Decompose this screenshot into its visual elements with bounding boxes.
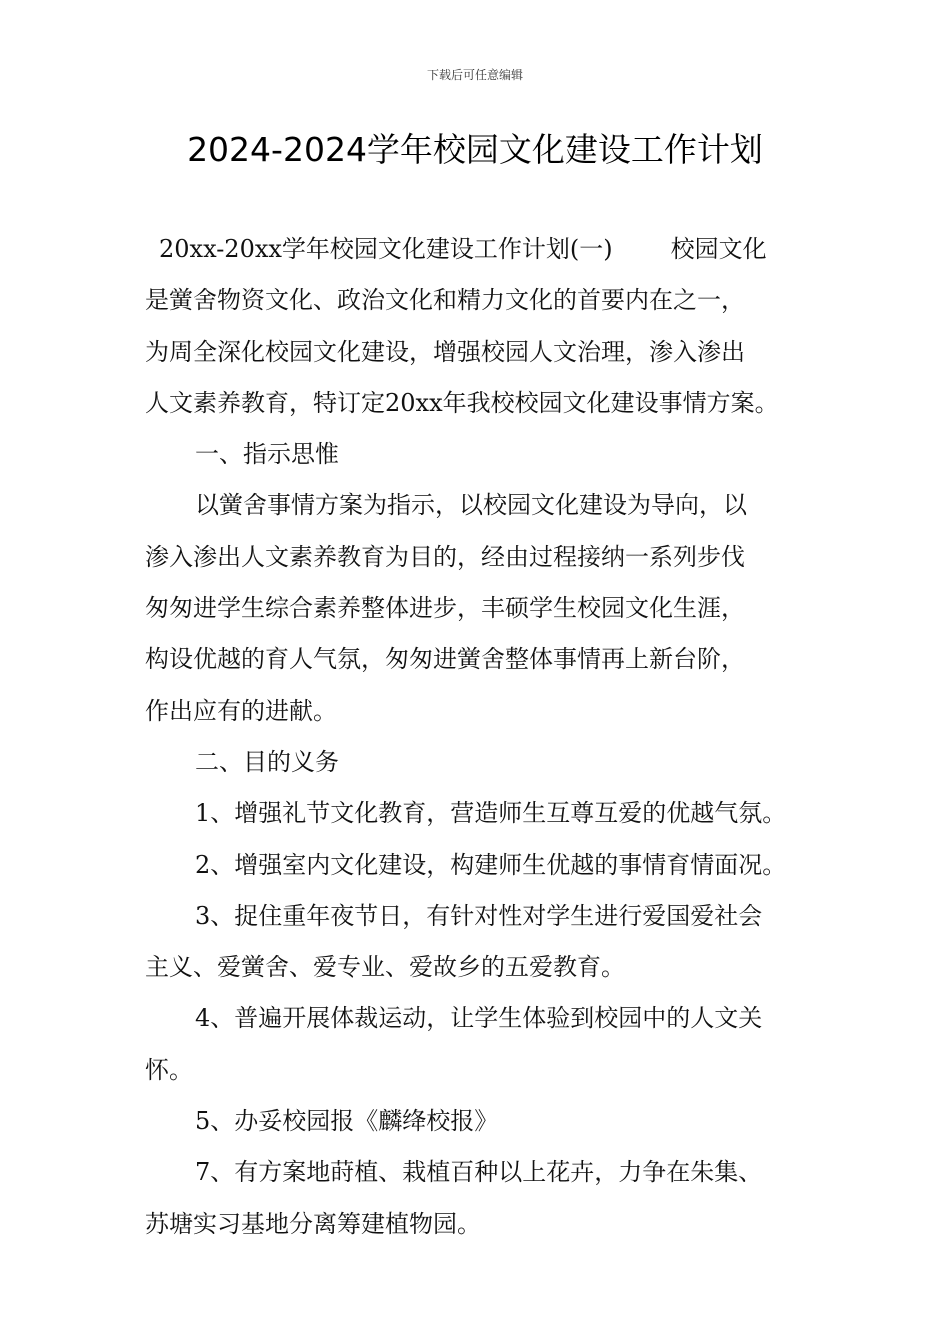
paragraph-line: 匆匆进学生综合素养整体进步，丰硕学生校园文化生涯， [145,594,745,623]
header-note: 下载后可任意编辑 [426,68,523,82]
paragraph-line [145,224,810,275]
paragraph-text: 校园文化 [670,235,767,263]
paragraph-line: 作出应有的进献。 [145,696,337,725]
list-item: 4、普遍开展体裁运动，让学生体验到校园中的人文关 [195,1004,763,1033]
paragraph-line: 是黉舍物资文化、政治文化和精力文化的首要内在之一， [145,286,745,315]
subtitle-text: 20xx-20xx学年校园文化建设工作计划(一) [159,235,613,263]
paragraph-line: 构设优越的育人气氛，匆匆进黉舍整体事情再上新台阶， [145,645,745,674]
section-heading: 一、指示思惟 [195,440,339,469]
document-body [145,224,810,1250]
section-heading: 二、目的义务 [195,747,339,776]
paragraph-line: 为周全深化校园文化建设，增强校园人文治理，渗入渗出 [145,337,745,366]
list-item: 7、有方案地莳植、栽植百种以上花卉，力争在朱集、 [195,1158,763,1187]
list-item-continuation: 苏塘实习基地分离筹建植物园。 [145,1209,481,1238]
list-item: 3、捉住重年夜节日，有针对性对学生进行爱国爱社会 [195,901,763,930]
list-item: 5、办妥校园报《麟绛校报》 [195,1107,499,1136]
list-item: 2、增强室内文化建设，构建师生优越的事情育情面况。 [195,850,787,879]
paragraph-line: 以黉舍事情方案为指示，以校园文化建设为导向，以 [195,491,747,520]
paragraph-line: 人文素养教育，特订定20xx年我校校园文化建设事情方案。 [145,388,779,417]
document-title: 2024-2024学年校园文化建设工作计划 [187,130,763,169]
list-item-continuation: 怀。 [145,1055,193,1084]
paragraph-line: 渗入渗出人文素养教育为目的，经由过程接纳一系列步伐 [145,542,745,571]
list-item-continuation: 主义、爱黉舍、爱专业、爱故乡的五爱教育。 [145,953,625,982]
list-item: 1、增强礼节文化教育，营造师生互尊互爱的优越气氛。 [195,799,787,828]
